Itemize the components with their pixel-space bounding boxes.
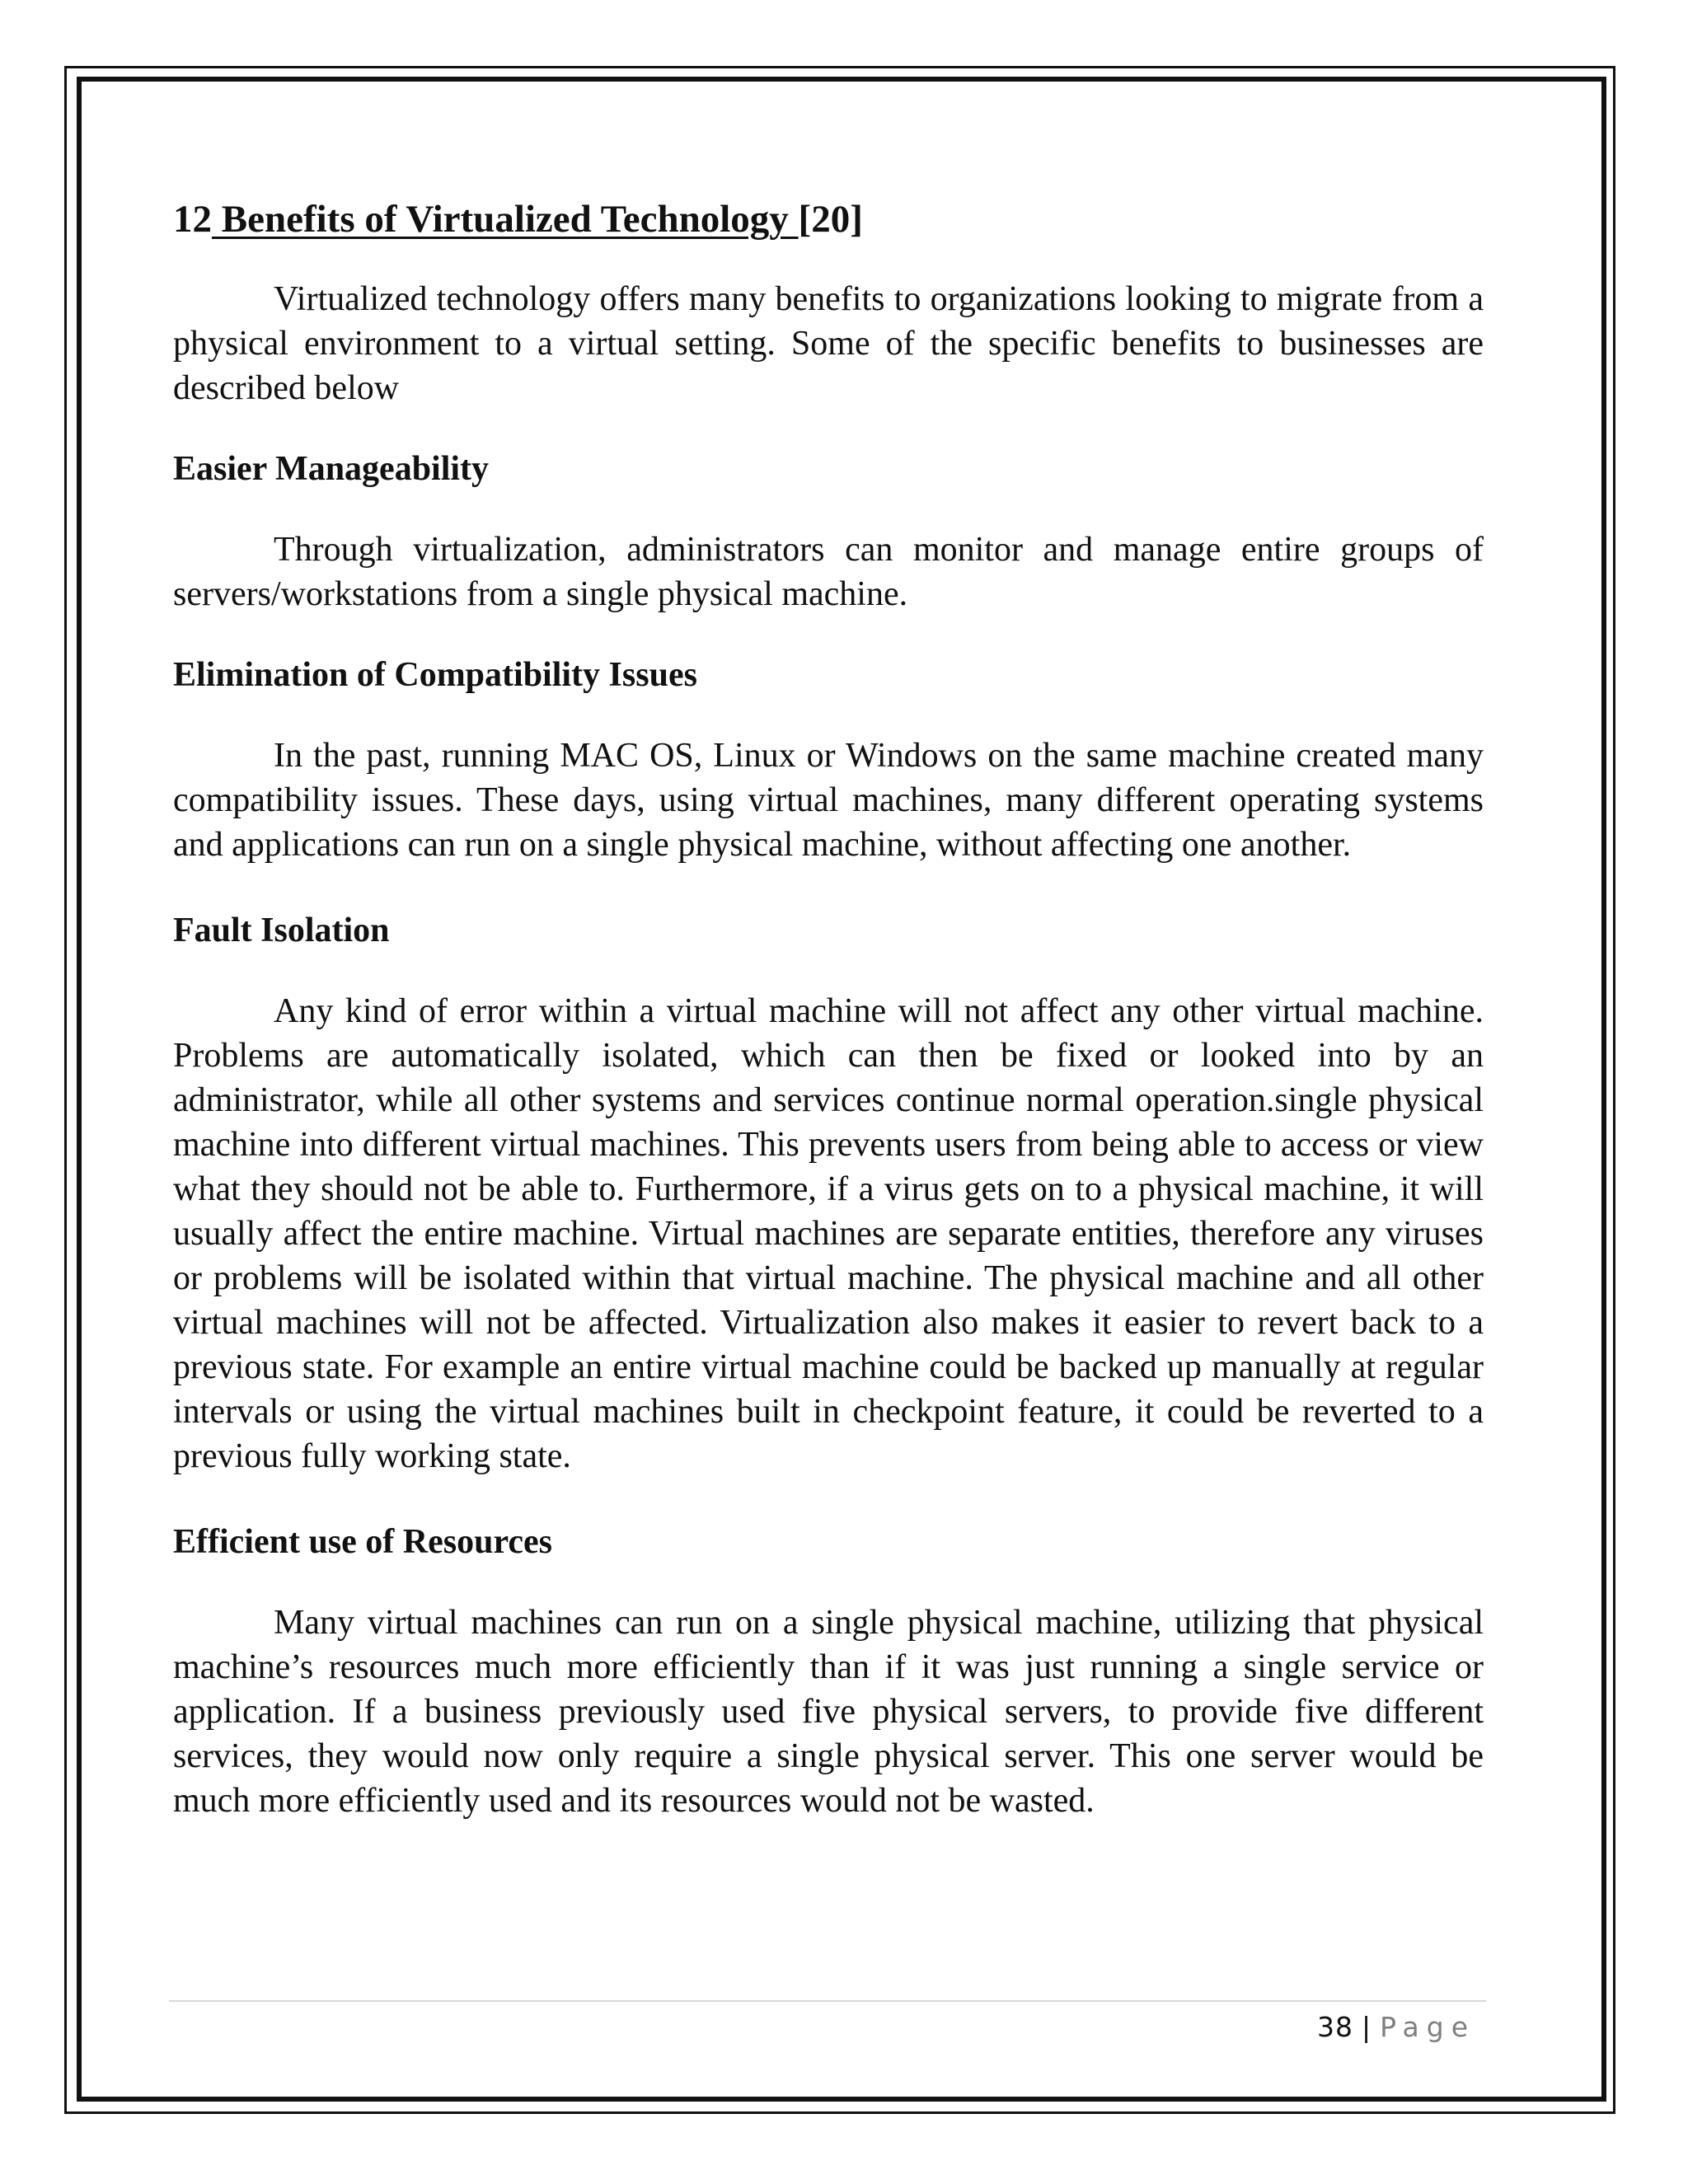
section-reference: [20] bbox=[798, 198, 863, 241]
subheading-compatibility: Elimination of Compatibility Issues bbox=[173, 656, 697, 695]
subheading-efficient-resources: Efficient use of Resources bbox=[173, 1523, 552, 1562]
intro-paragraph: Virtualized technology offers many benefits to organizations looking to migrate from a physical environment to a virtual setting. Some of the specific benefits to businesses are described below bbox=[173, 280, 1484, 408]
section-number: 12 bbox=[173, 198, 212, 241]
paragraph-efficient-resources: Many virtual machines can run on a single physical machine, utilizing that physical machine’s resources much more efficiently than if it was just running a single service or application. If a business previously used five physical servers, to provide five different services, they would now only require a single physical server. This one server would be much more efficiently used and its resources would not be wasted. bbox=[173, 1604, 1484, 1821]
paragraph-easier-manageability: Through virtualization, administrators can monitor and manage entire groups of servers/workstations from a single physical machine. bbox=[173, 531, 1484, 614]
page-content bbox=[173, 196, 1484, 1823]
subheading-fault-isolation: Fault Isolation bbox=[173, 912, 390, 950]
footer-divider bbox=[169, 2000, 1486, 2002]
section-heading bbox=[173, 196, 1484, 242]
page-number: 38 bbox=[1316, 2011, 1353, 2043]
footer-separator: | bbox=[1361, 2011, 1372, 2043]
paragraph-compatibility: In the past, running MAC OS, Linux or Windows on the same machine created many compatibility issues. These days, using virtual machines, many different operating systems and applications can run on a single physical machine, without affecting one another. bbox=[173, 737, 1484, 865]
page-label: Page bbox=[1380, 2011, 1475, 2043]
subheading-easier-manageability: Easier Manageability bbox=[173, 450, 490, 489]
paragraph-fault-isolation: Any kind of error within a virtual machine will not affect any other virtual machine. Problems are automatically isolated, which can then be fixed or looked into by an administrator, while all other systems and services continue normal operation.single physical machine into different virtual machines. This prevents users from being able to access or view what they should not be able to. Furthermore, if a virus gets on to a physical machine, it will usually affect the entire machine. Virtual machines are separate entities, therefore any viruses or problems will be isolated within that virtual machine. The physical machine and all other virtual machines will not be affected. Virtualization also makes it easier to revert back to a previous state. For example an entire virtual machine could be backed up manually at regular intervals or using the virtual machines built in checkpoint feature, it could be reverted to a previous fully working state. bbox=[173, 992, 1484, 1476]
section-title: Benefits of Virtualized Technology bbox=[212, 198, 799, 241]
page-footer bbox=[1317, 2011, 1475, 2043]
